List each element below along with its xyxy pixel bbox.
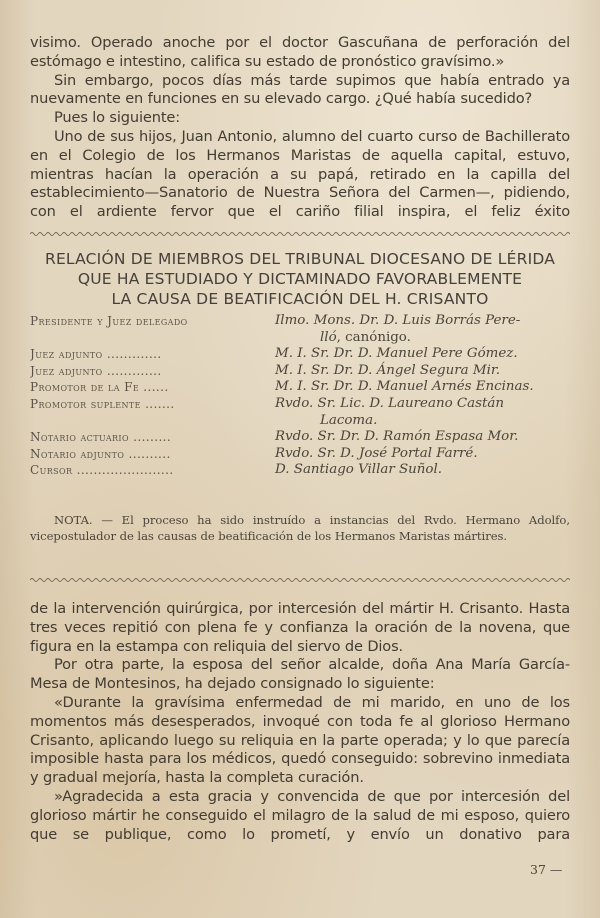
title-line: LA CAUSA DE BEATIFICACIÓN DEL H. CRISANTO (111, 290, 489, 308)
member-role: Juez adjunto ............. (30, 363, 162, 378)
member-row (30, 313, 570, 330)
box-title (30, 249, 570, 309)
member-role: Presidente y Juez delegado (30, 314, 188, 328)
member-name: D. Santiago Villar Suñol. (275, 462, 443, 478)
member-name: Ilmo. Mons. Dr. D. Luis Borrás Pere- (275, 313, 521, 328)
wavy-divider (30, 577, 570, 583)
member-row (30, 396, 570, 413)
member-row (30, 346, 570, 363)
bottom-text-block (30, 600, 570, 844)
paragraph: visimo. Operado anoche por el doctor Gascuñana de perforación del estómago e intestino, califica su estado de pronóstico gravísimo.» (30, 34, 570, 70)
title-line: QUE HA ESTUDIADO Y DICTAMINADO FAVORABLEMENTE (77, 270, 523, 288)
title-line: RELACIÓN DE MIEMBROS DEL TRIBUNAL DIOCESANO DE LÉRIDA (44, 250, 556, 268)
member-name: Rvdo. Sr. D. José Portal Farré. (275, 445, 478, 461)
member-name: M. I. Sr. Dr. D. Ángel Segura Mir. (275, 362, 501, 378)
member-role: Promotor de la Fe ...... (30, 380, 169, 395)
nota-text: NOTA. — El proceso ha sido instruído a instancias del Rvdo. Hermano Adolfo, vicepostulador de las causas de beatificación de los Hermanos Maristas mártires. (30, 513, 570, 544)
name-suffix: , canónigo. (336, 329, 411, 345)
member-row (30, 462, 570, 479)
member-name: M. I. Sr. Dr. D. Manuel Pere Gómez. (275, 346, 518, 362)
member-name-continuation: Lacoma. (320, 412, 378, 428)
member-row (30, 446, 570, 463)
paragraph: de la intervención quirúrgica, por intercesión del mártir H. Crisanto. Hasta tres veces repitió con plena fe y confianza la oración de la novena, que figura en la estampa con reliquia del siervo de Dios. (30, 600, 570, 655)
member-role: Promotor suplente ....... (30, 396, 175, 411)
member-name: Rvdo. Sr. Lic. D. Laureano Castán (275, 395, 504, 411)
tribunal-members-list (30, 313, 570, 479)
wavy-divider (30, 231, 570, 237)
paragraph: Uno de sus hijos, Juan Antonio, alumno del cuarto curso de Bachillerato en el Colegio de los Hermanos Maristas de aquella capital, estuvo, mientras hacían la operación a su papá, retirado en la capilla del establecimiento—Sanatorio de Nuestra Señora del Carmen—, pidiendo, con el ardiente fervor que el cariño filial inspira, el feliz éxito (30, 127, 570, 221)
member-name-continuation (30, 330, 570, 347)
page-number: 37 — (530, 862, 563, 877)
paragraph: »Agradecida a esta gracia y convencida de que por intercesión del glorioso mártir he conseguido el milagro de la salud de mi esposo, quiero que se publique, como lo prometí, y envío un donativo para (30, 787, 570, 843)
paragraph: Por otra parte, la esposa del señor alcalde, doña Ana María García-Mesa de Montesinos, ha dejado consignado lo siguiente: (30, 656, 570, 693)
name-part: lló (320, 329, 337, 345)
nota-block (30, 512, 570, 545)
member-role: Notario adjunto .......... (30, 446, 171, 461)
member-row (30, 429, 570, 446)
paragraph: Pues lo siguiente: (54, 109, 181, 127)
member-role: Juez adjunto ............. (30, 347, 162, 362)
member-row (30, 379, 570, 396)
member-role: Cursor ....................... (30, 463, 174, 478)
member-name: M. I. Sr. Dr. D. Manuel Arnés Encinas. (275, 379, 534, 395)
paragraph: Sin embargo, pocos días más tarde supimos que había entrado ya nuevamente en funciones en su elevado cargo. ¿Qué había sucedido? (30, 71, 570, 108)
member-name: Rvdo. Sr. Dr. D. Ramón Espasa Mor. (275, 429, 519, 445)
top-text-block (30, 34, 570, 222)
paragraph: «Durante la gravísima enfermedad de mi marido, en uno de los momentos más desesperados, invoqué con toda fe al glorioso Hermano Crisanto, aplicando luego su reliquia en la parte operada; y lo que parecía imposible hasta para los médicos, quedó conseguido: sobrevino inmediata y gradual mejoría, hasta la completa curación. (30, 693, 570, 787)
member-role: Notario actuario ......... (30, 430, 172, 445)
member-row (30, 363, 570, 380)
